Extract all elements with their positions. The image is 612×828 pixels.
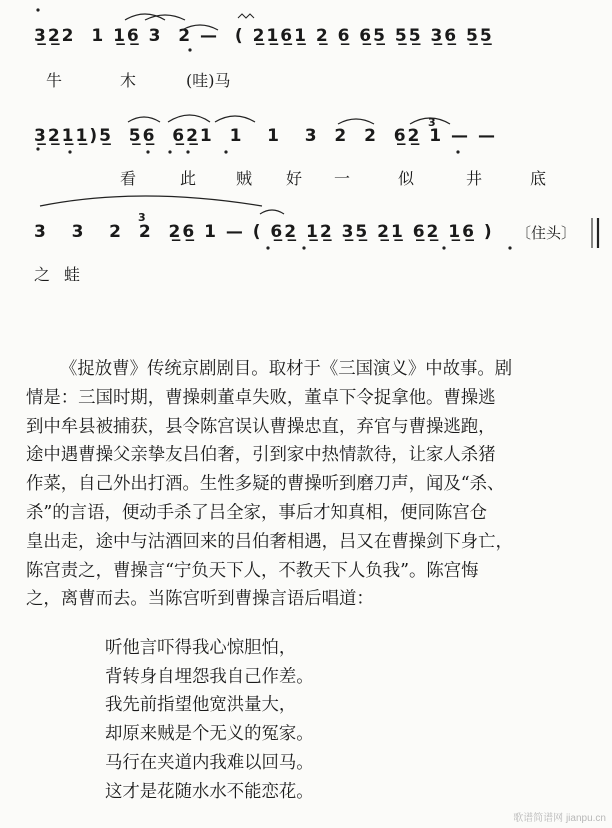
score-line-2: 3̲2̲1̲1̲)5̲ 5̲6̲ 6̲2̲1 1 1 3 2 2 6̲2̲ 1 — — — [34, 126, 497, 146]
ornament — [238, 14, 254, 18]
lyric-kan: 看 — [120, 169, 137, 188]
paragraph-line: 皇出走，途中与沽酒回来的吕伯奢相遇，吕又在曹操剑下身亡， — [26, 531, 513, 552]
slur — [168, 115, 210, 122]
slur — [338, 119, 374, 124]
octave-dot — [508, 246, 511, 249]
lyric-ci: 此 — [180, 169, 197, 188]
octave-dot — [188, 48, 191, 51]
paragraph-line: 陈宫责之，曹操言“宁负天下人，不教天下人负我”。陈宫悔 — [26, 560, 479, 581]
poem-line: 我先前指望他宽洪量大， — [105, 695, 297, 716]
score-line-3: 3 3 2 2 2̲6̲ 1 — ( 6̲2̲ 1̲2̲ 3̲5̲ 2̲1̲ 6̲2̲ 1̲6̲ ) — [34, 222, 494, 242]
lyric-si: 似 — [398, 169, 415, 188]
lyric-yi: 一 — [334, 169, 351, 188]
paragraph-line: 杀”的言语，便动手杀了吕全家，事后才知真相，便同陈宫仓 — [26, 502, 488, 523]
poem-line: 听他言吓得我心惊胆怕， — [105, 638, 297, 658]
lyric-jing: 井 — [466, 169, 483, 188]
octave-dot — [186, 150, 189, 153]
grace-note: 3 — [428, 116, 436, 129]
intro-paragraph — [26, 355, 588, 614]
lyric-hao: 好 — [286, 169, 303, 188]
poem-line: 马行在夹道内我难以回马。 — [105, 752, 314, 773]
slur — [182, 25, 218, 30]
octave-dot — [146, 150, 149, 153]
octave-dot — [456, 150, 459, 153]
poem-line: 这才是花随水水不能恋花。 — [105, 781, 314, 802]
octave-dot — [266, 246, 269, 249]
poem — [105, 634, 314, 806]
lyric-zhi: 之 — [34, 265, 51, 284]
octave-dot — [442, 246, 445, 249]
lyric-zei: 贼 — [236, 169, 253, 188]
octave-dot — [36, 147, 39, 150]
lyric-wa-ma: (哇)马 — [186, 71, 231, 90]
slur — [410, 118, 450, 124]
paragraph-line: 情是：三国时期，曹操刺董卓失败，董卓下令捉拿他。曹操逃 — [26, 387, 496, 408]
paragraph-line: 之，离曹而去。当陈宫听到曹操言语后唱道： — [26, 589, 374, 610]
lyric-mu: 木 — [120, 71, 137, 90]
score-line-1: 3̲2̲2 1 1̲6̲ 3 2 — ( 2̲1̲6̲1̲ 2̲ 6̲ 6̲5̲ 5̲5̲ 3̲6̲ 5̲5̲ — [34, 26, 494, 46]
watermark: 歌谱简谱网 jianpu.cn — [513, 813, 606, 824]
slur — [40, 196, 262, 206]
slur — [145, 15, 185, 20]
paragraph-line: 途中遇曹操父亲挚友吕伯奢，引到家中热情款待，让家人杀猪 — [26, 445, 496, 466]
octave-dot — [224, 150, 227, 153]
lyric-di: 底 — [530, 169, 547, 188]
poem-line: 背转身自埋怨我自己作差。 — [105, 666, 314, 687]
slur — [260, 210, 284, 214]
end-marking: 〔住头〕 — [516, 224, 577, 242]
octave-dot — [302, 246, 305, 249]
octave-dot — [168, 150, 171, 153]
grace-note: 3 — [138, 211, 146, 224]
slur — [128, 117, 160, 122]
paragraph-line: 到中牟县被捕获，县令陈宫误认曹操忠直，弃官与曹操逃跑， — [26, 416, 496, 437]
slurs-and-barlines — [0, 0, 612, 300]
octave-dot — [36, 8, 39, 11]
paragraph-line: 《捉放曹》传统京剧剧目。取材于《三国演义》中故事。剧 — [60, 359, 513, 379]
octave-dot — [68, 150, 71, 153]
slur — [215, 116, 255, 122]
poem-line: 却原来贼是个无义的冤家。 — [105, 724, 314, 745]
lyric-niu: 牛 — [46, 71, 63, 90]
lyric-wa: 蛙 — [64, 265, 81, 284]
paragraph-line: 作菜，自己外出打酒。生性多疑的曹操听到磨刀声，闻及“杀、 — [26, 474, 505, 495]
